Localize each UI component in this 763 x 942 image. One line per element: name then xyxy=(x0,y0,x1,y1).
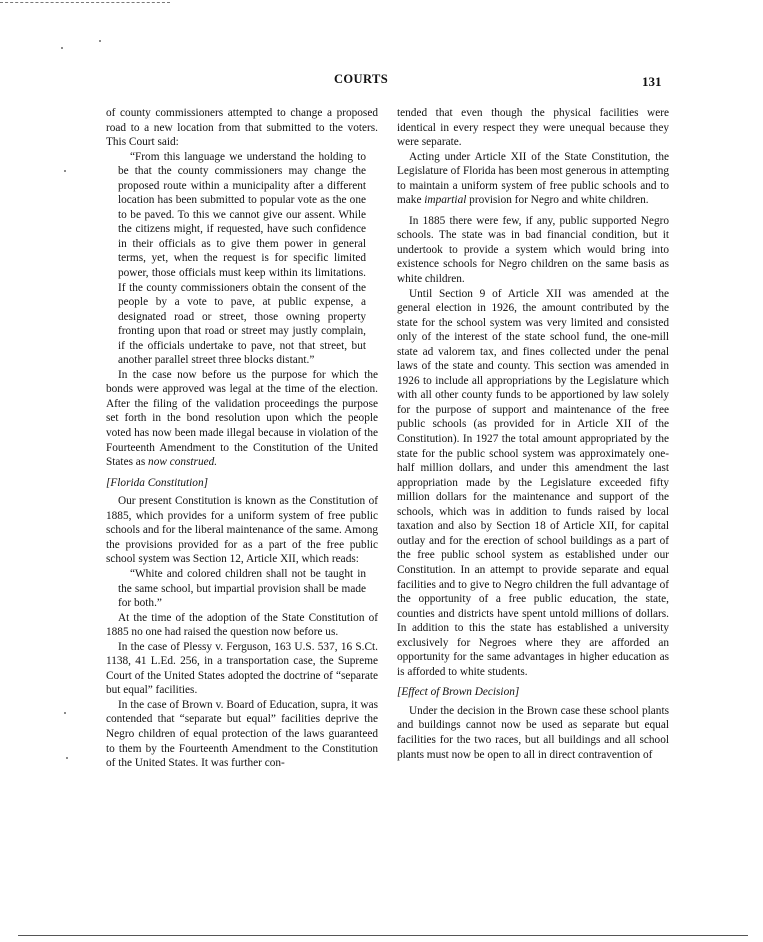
scan-speck xyxy=(64,712,66,714)
scan-speck xyxy=(66,757,68,759)
paragraph: In the case of Brown v. Board of Education, supra, it was contended that “separate but equal” facilities deprive the Negro children of equal protection of the laws guaranteed to them by the Fourteenth Amendment to the Constitution of the United States. It was further con- xyxy=(106,698,378,770)
block-quote: “White and colored children shall not be taught in the same school, but impartial provision shall be made for both.” xyxy=(118,567,366,610)
paragraph: In 1885 there were few, if any, public supported Negro schools. The state was in bad financial condition, but it undertook to provide a system which would bring into existence schools for Negro children on the same basis as white children. xyxy=(397,214,669,286)
scan-speck xyxy=(61,47,63,49)
left-column xyxy=(106,106,378,771)
italic-text: now construed. xyxy=(148,456,218,469)
paragraph: In the case of Plessy v. Ferguson, 163 U.S. 537, 16 S.Ct. 1138, 41 L.Ed. 256, in a transportation case, the Supreme Court of the United States adopted the doctrine of “separate but equal” facilities. xyxy=(106,640,378,697)
running-head xyxy=(0,72,763,92)
paragraph xyxy=(106,368,378,470)
right-column xyxy=(397,106,669,762)
paragraph-text: Acting under Article XII of the State Constitution, the Legislature of Florida has been most generous in attempting to maintain a uniform system of free public schools and to make xyxy=(397,150,669,207)
block-quote: “From this language we understand the holding to be that the county commissioners may change the proposed route within a municipality after a different location has been submitted to popular vote as the one to be paved. To this we cannot give our assent. While the citizens might, if requested, have such confidence in their officials as to give them power in general terms, yet, when the request is for specific limited power, those officials must keep within its limitations. If the county commissioners obtain the consent of the people by a vote to pave, at public expense, a designated road or street, those owning property fronting upon that road or street may justly complain, if the officials undertake to pave, not that street, but another parallel street three blocks distant.” xyxy=(118,150,366,367)
section-heading: [Florida Constitution] xyxy=(106,476,209,489)
paragraph-text: In the case now before us the purpose for which the bonds were approved was legal at the time of the election. After the filing of the validation proceedings the purpose set forth in the bond resolution upon which the people voted has now been made illegal because in violation of the Fourteenth Amendment to the Constitution of the United States as xyxy=(106,368,378,469)
scan-speck xyxy=(64,170,66,172)
paragraph: Our present Constitution is known as the Constitution of 1885, which provides for a uniform system of free public schools and for the liberal maintenance of the same. Among the provisions provided for as a part of the free public school system was Section 12, Article XII, which reads: xyxy=(106,495,378,566)
scan-edge-marks xyxy=(0,2,170,3)
bottom-rule xyxy=(18,935,748,936)
scan-speck xyxy=(99,40,101,42)
page-number: 131 xyxy=(642,74,662,89)
paragraph xyxy=(397,150,669,208)
paragraph: Under the decision in the Brown case these school plants and buildings cannot now be used as separate but equal facilities for the two races, but all buildings and all school plants must now be open to all in direct contravention of xyxy=(397,704,669,761)
page-title: COURTS xyxy=(334,72,389,86)
paragraph: tended that even though the physical facilities were identical in every respect they were unequal because they were separate. xyxy=(397,107,669,149)
paragraph: of county commissioners attempted to change a proposed road to a new location from that submitted to the voters. This Court said: xyxy=(106,107,378,149)
paragraph: At the time of the adoption of the State Constitution of 1885 no one had raised the question now before us. xyxy=(106,611,378,639)
italic-text: impartial xyxy=(424,194,467,207)
paragraph: Until Section 9 of Article XII was amended at the general election in 1926, the amount contributed by the state for the school system was very limited and consisted only of the interest of the state school fund, the one-mill state ad valorem tax, and fines collected under the penal laws of the state and county. This section was amended in 1926 to include all appropriations by the Legislature which with all other county funds to be apportioned by law solely for the purpose of support and maintenance of the free public schools (as provided for in Article XII of the Constitution). In 1927 the total amount appropriated by the state for the public school system was approximately one-half million dollars, and under this amendment the last appropriation made by the Legislature exceeded fifty million dollars for the maintenance and support of the schools, which was in addition to funds raised by local taxation and also by Section 18 of Article XII, for capital outlay and for the erection of school buildings as a part of the free public school system as established under our Constitution. In an attempt to provide separate and equal facilities and to give to Negro children the full advantage of the opportunity of a free public education, the state, counties and districts have spent untold millions of dollars. In addition to this the state has established a university exclusively for Negroes where they are afforded an opportunity for the same advantages in higher education as is afforded to white students. xyxy=(397,287,669,678)
section-heading: [Effect of Brown Decision] xyxy=(397,686,520,699)
paragraph-text: provision for Negro and white children. xyxy=(466,194,649,207)
